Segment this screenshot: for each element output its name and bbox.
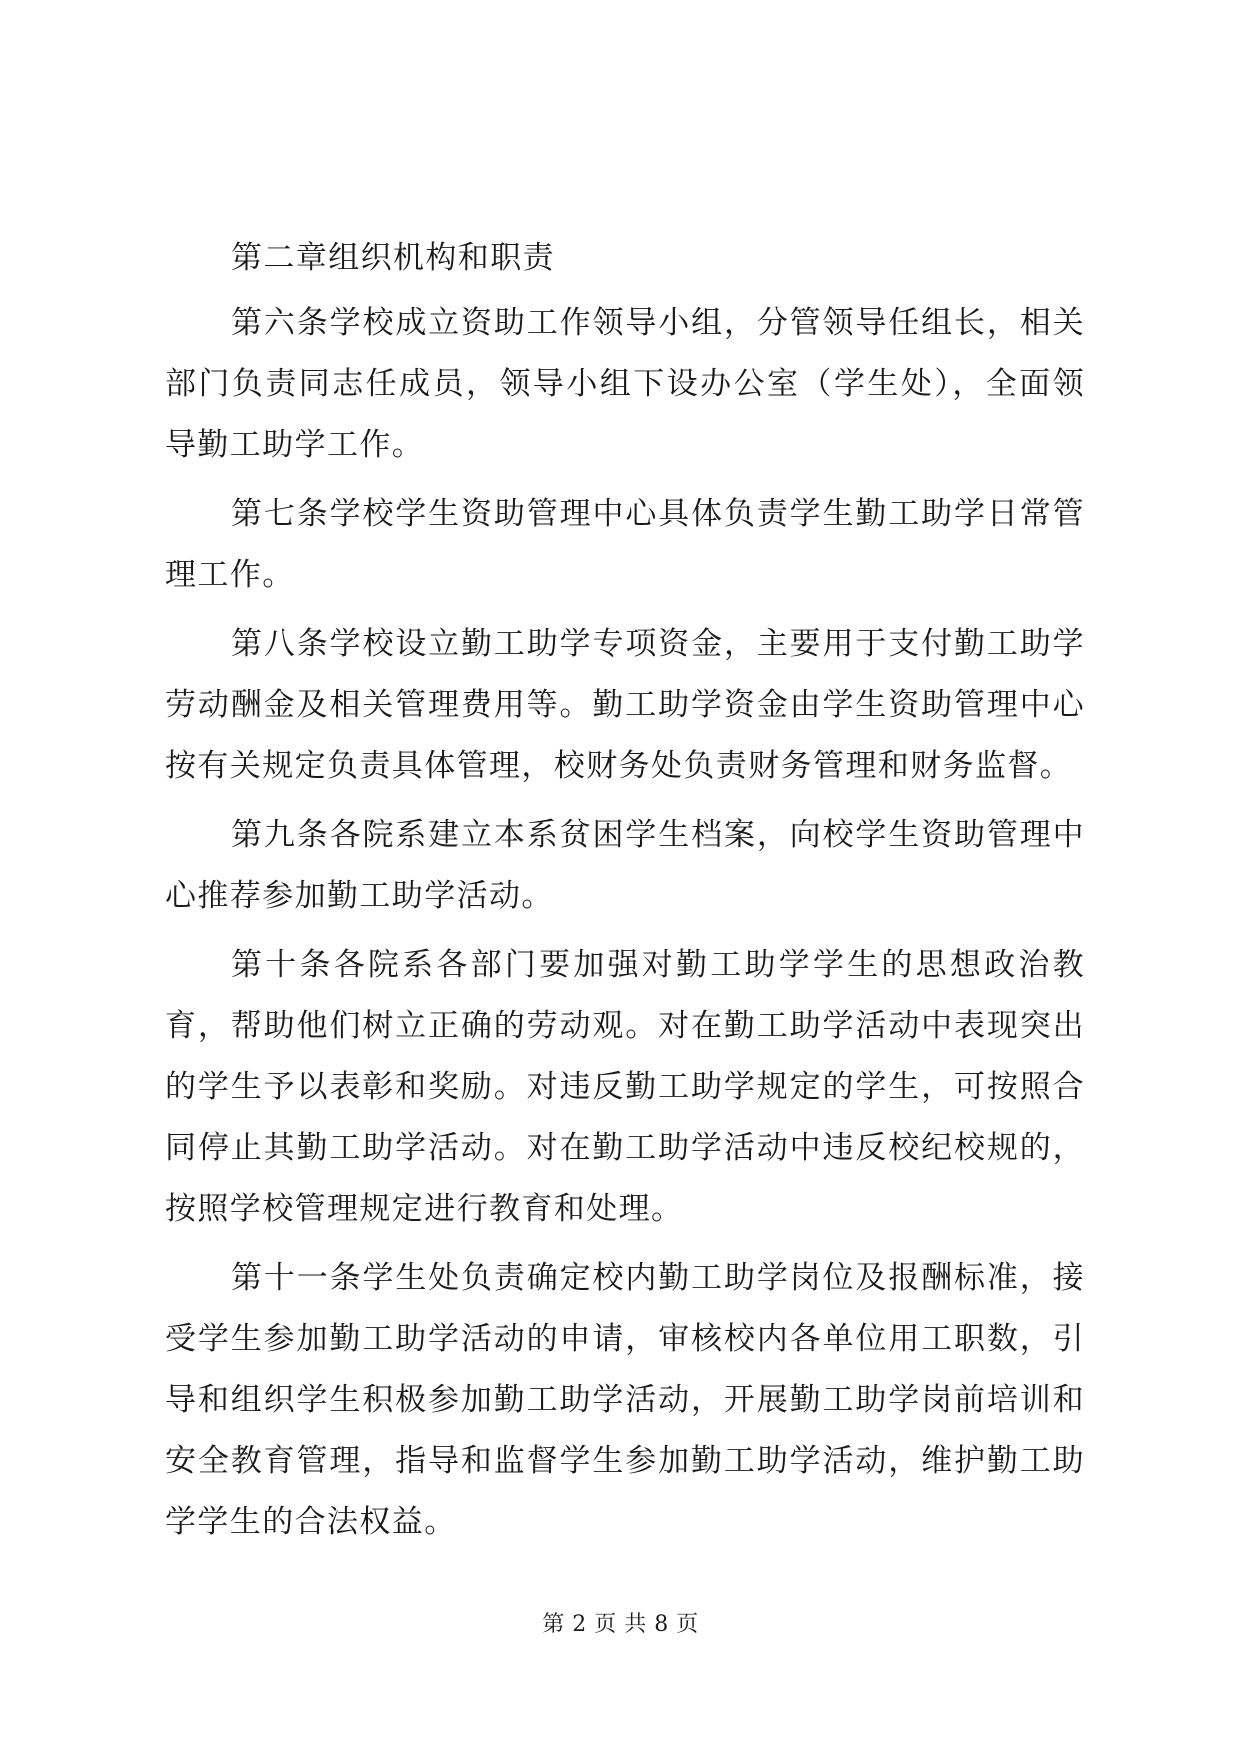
page-footer: [0, 1610, 1241, 1640]
article-6-paragraph: 第六条学校成立资助工作领导小组，分管领导任组长，相关部门负责同志任成员，领导小组下设办公室（学生处），全面领导勤工助学工作。: [165, 305, 1085, 463]
chapter-heading: 第二章组织机构和职责: [231, 240, 555, 276]
article-8-paragraph: 第八条学校设立勤工助学专项资金，主要用于支付勤工助学劳动酬金及相关管理费用等。勤工助学资金由学生资助管理中心按有关规定负责具体管理，校财务处负责财务管理和财务监督。: [165, 626, 1085, 784]
article-10-paragraph: 第十条各院系各部门要加强对勤工助学学生的思想政治教育，帮助他们树立正确的劳动观。对在勤工助学活动中表现突出的学生予以表彰和奖励。对违反勤工助学规定的学生，可按照合同停止其勤工助学活动。对在勤工助学活动中违反校纪校规的，按照学校管理规定进行教育和处理。: [165, 947, 1085, 1227]
page-number-indicator: 第 2 页 共 8 页: [542, 1612, 699, 1637]
document-body: [165, 228, 1085, 1561]
article-7-paragraph: 第七条学校学生资助管理中心具体负责学生勤工助学日常管理工作。: [165, 496, 1085, 593]
article-11-paragraph: 第十一条学生处负责确定校内勤工助学岗位及报酬标准，接受学生参加勤工助学活动的申请，审核校内各单位用工职数，引导和组织学生积极参加勤工助学活动，开展勤工助学岗前培训和安全教育管理，指导和监督学生参加勤工助学活动，维护勤工助学学生的合法权益。: [165, 1260, 1085, 1540]
article-9-paragraph: 第九条各院系建立本系贫困学生档案，向校学生资助管理中心推荐参加勤工助学活动。: [165, 817, 1085, 914]
